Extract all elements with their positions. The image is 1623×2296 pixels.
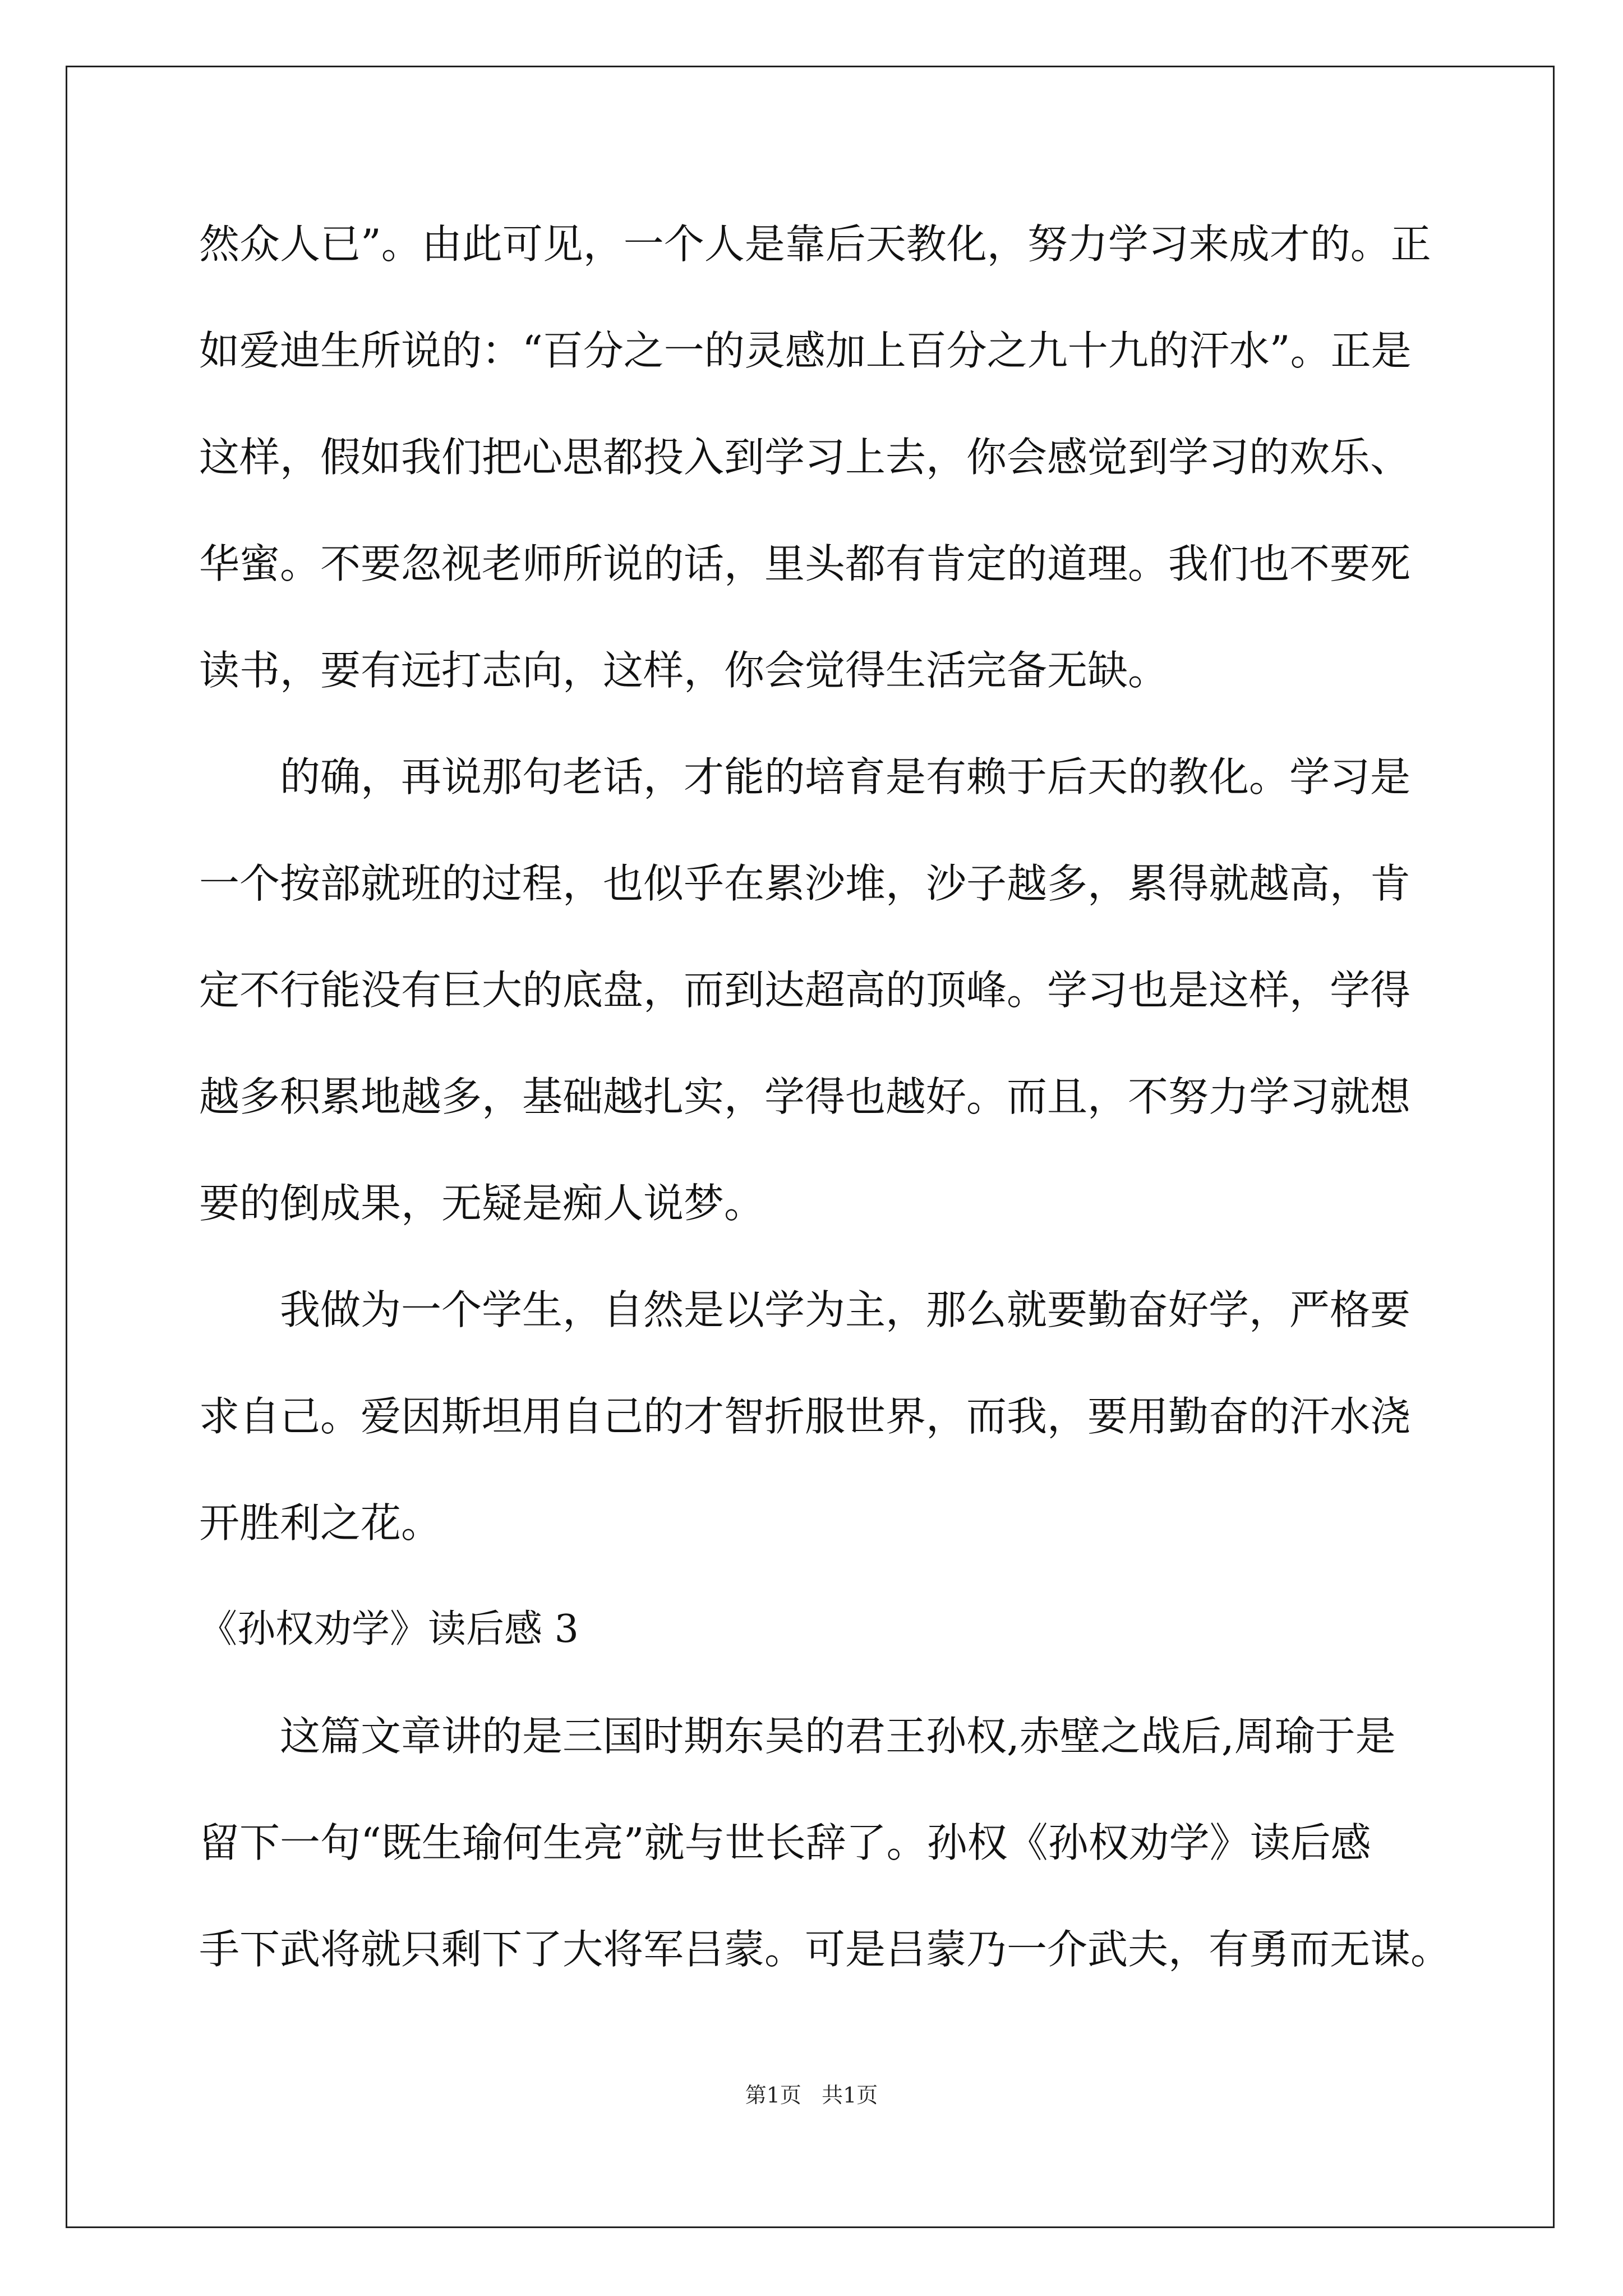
document-body xyxy=(199,191,1451,2003)
text-line: 要的倒成果，无疑是痴人说梦。 xyxy=(199,1180,765,1227)
text-line: 然众人已”。由此可见，一个人是靠后天教化，努力学习来成才的。正 xyxy=(199,220,1431,268)
text-line: 华蜜。不要忽视老师所说的话，里头都有肯定的道理。我们也不要死 xyxy=(199,540,1411,587)
text-line: 一个按部就班的过程，也似乎在累沙堆，沙子越多，累得就越高，肯 xyxy=(199,860,1411,907)
text-line: 留下一句“既生瑜何生亮”就与世长辞了。孙权《孙权劝学》读后感 xyxy=(199,1819,1371,1866)
text-line: 越多积累地越多，基础越扎实，学得也越好。而且，不努力学习就想 xyxy=(199,1073,1411,1120)
text-line: 如爱迪生所说的：“百分之一的灵感加上百分之九十九的汗水”。正是 xyxy=(199,327,1412,374)
text-line: 开胜利之花。 xyxy=(199,1499,442,1547)
text-line: 定不行能没有巨大的底盘，而到达超高的顶峰。学习也是这样，学得 xyxy=(199,967,1411,1014)
text-line: 这样，假如我们把心思都投入到学习上去，你会感觉到学习的欢乐、 xyxy=(199,434,1411,481)
text-line: 的确，再说那句老话，才能的培育是有赖于后天的教化。学习是 xyxy=(280,753,1411,800)
text-line: 读书，要有远打志向，这样，你会觉得生活完备无缺。 xyxy=(199,647,1169,694)
section-heading: 《孙权劝学》读后感 3 xyxy=(199,1607,579,1651)
text-line: 求自己。爱因斯坦用自己的才智折服世界，而我，要用勤奋的汗水浇 xyxy=(199,1393,1411,1440)
text-line: 这篇文章讲的是三国时期东吴的君王孙权,赤壁之战后,周瑜于是 xyxy=(280,1713,1396,1760)
page-footer: 第1页 共1页 xyxy=(745,2083,878,2108)
text-line: 我做为一个学生，自然是以学为主，那么就要勤奋好学，严格要 xyxy=(280,1286,1411,1333)
text-line: 手下武将就只剩下了大将军吕蒙。可是吕蒙乃一介武夫，有勇而无谋。 xyxy=(199,1926,1451,1973)
